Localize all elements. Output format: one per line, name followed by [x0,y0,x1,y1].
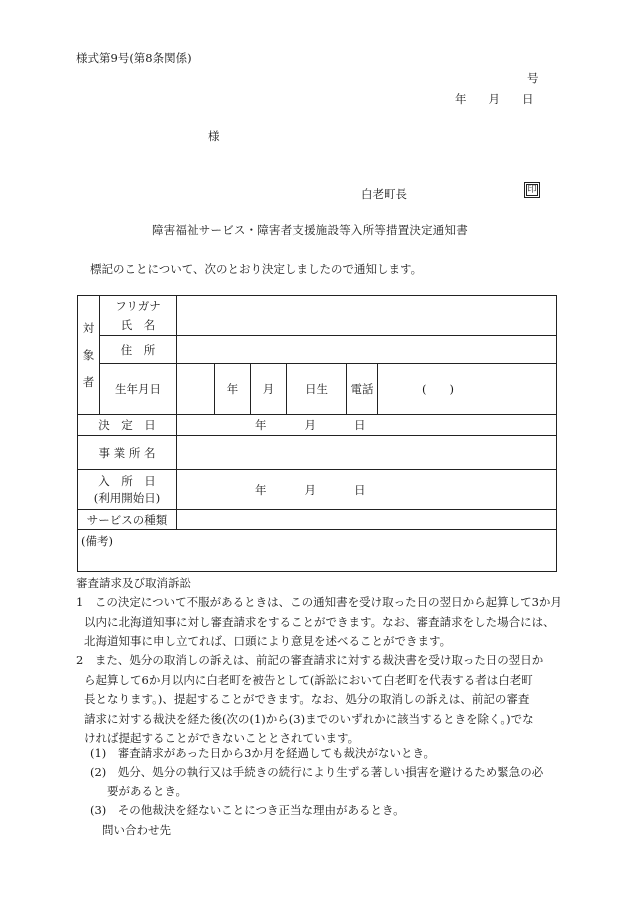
admission-date-value[interactable] [177,470,557,510]
admission-date-sub-label: (利用開始日) [93,490,161,505]
subject-group-label [78,296,100,415]
seal-mark: 印 [527,185,537,195]
birth-year-label: 年 [215,364,251,415]
birth-month-label: 月 [251,364,287,415]
subject-char-2: 象 [82,347,95,362]
name-value-cell[interactable] [177,296,557,336]
decision-month-label: 月 [304,418,316,432]
issue-date-year: 年 [455,92,467,106]
appeal-p1-line: 1 この決定について不服があるときは、この通知書を受け取った日の翌日から起算して3か月 [76,595,562,609]
appeal-item-2-continued: 要があるとき。 [107,784,188,798]
admission-date-label-cell [78,470,177,510]
phone-value-cell[interactable] [378,364,557,415]
subject-char-3: 者 [82,374,95,389]
office-name-label: 事 業 所 名 [78,436,177,470]
decision-day-label: 日 [354,418,366,432]
appeal-item-3: (3) その他裁決を経ないことにつき正当な理由があるとき。 [90,803,405,817]
address-label: 住 所 [100,336,177,364]
furigana-label: フリガナ [115,298,161,313]
appeal-p2-line: 請求に対する裁決を経た後(次の(1)から(3)までのいずれかに該当するときを除く。)でな [84,711,534,726]
admission-month-label: 月 [304,482,316,497]
subject-char-1: 対 [82,320,95,335]
form-number: 様式第9号(第8条関係) [76,51,192,65]
appeal-p2-line: 2 また、処分の取消しの訴えは、前記の審査請求に対する裁決書を受け取った日の翌日か [76,653,544,667]
appeal-p2-line: 長となります。)、提起することができます。なお、処分の取消しの訴えは、前記の審査 [84,692,530,706]
appeal-paragraph-1 [76,593,562,652]
remarks-label: (備考) [81,534,113,548]
document-number-label: 号 [527,71,539,85]
decision-date-value[interactable] [177,415,557,436]
recipient-suffix: 様 [208,129,220,143]
appeal-item-2: (2) 処分、処分の執行又は手続きの続行により生ずる著しい損害を避けるため緊急の必 [90,765,544,779]
issuer-name: 白老町長 [361,187,407,201]
issue-date-day: 日 [522,92,534,106]
birthdate-label: 生年月日 [100,364,177,415]
service-type-label: サービスの種類 [78,510,177,530]
seal-stamp [524,182,540,198]
appeal-heading: 審査請求及び取消訴訟 [76,576,191,590]
name-label: 氏 名 [120,317,156,332]
admission-day-label: 日 [354,482,366,497]
appeal-p2-line: ら起算して6か月以内に白老町を被告として(訴訟において白老町を代表する者は白老町 [84,672,533,687]
name-label-cell [100,296,177,336]
service-type-value-cell[interactable] [177,510,557,530]
decision-year-label: 年 [255,418,267,432]
appeal-p1-line: 以内に北海道知事に対し審査請求をすることができます。なお、審査請求をした場合には、 [84,614,555,629]
issue-date-month: 月 [488,92,500,106]
issue-date [455,91,534,107]
admission-year-label: 年 [255,482,267,497]
admission-date-label: 入 所 日 [98,473,156,488]
appeal-item-1: (1) 審査請求があった日から3か月を経過しても裁決がないとき。 [90,746,436,760]
decision-table [77,295,557,572]
appeal-p1-line: 北海道知事に申し立てれば、口頭により意見を述べることができます。 [84,634,452,648]
phone-label: 電話 [347,364,378,415]
appeal-p2-line: ければ提起することができないこととされています。 [84,731,360,745]
contact-label: 問い合わせ先 [102,823,171,837]
office-name-value-cell[interactable] [177,436,557,470]
decision-date-label: 決 定 日 [78,415,177,436]
address-value-cell[interactable] [177,336,557,364]
appeal-paragraph-2 [76,651,556,749]
document-title: 障害福祉サービス・障害者支援施設等入所等措置決定通知書 [152,223,468,237]
lead-sentence: 標記のことについて、次のとおり決定しましたので通知します。 [90,262,423,276]
birth-day-label: 日生 [287,364,347,415]
phone-parentheses: ( ) [422,382,454,396]
remarks-cell[interactable] [78,530,557,572]
